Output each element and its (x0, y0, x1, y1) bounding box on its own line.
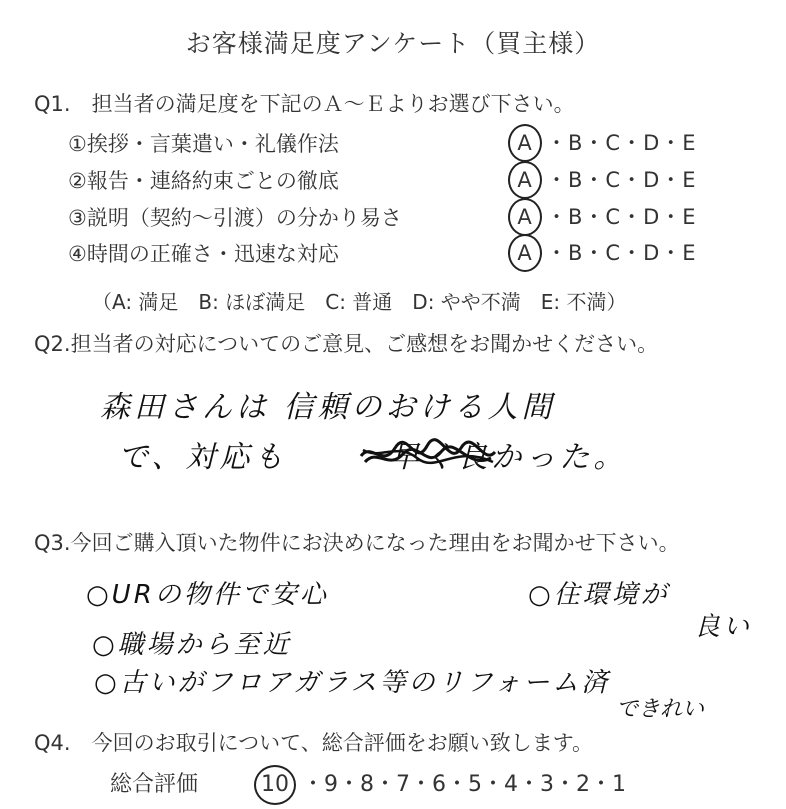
q1-item-grades (508, 161, 697, 199)
q2-handwritten-answer-line1: 森田さんは 信頼のおける人間 (100, 390, 556, 425)
selected-grade-circle: A (508, 124, 542, 162)
selected-grade-circle: A (508, 198, 542, 236)
q3-question: Q3.今回ご購入頂いた物件にお決めになった理由をお聞かせ下さい。 (34, 531, 680, 555)
q1-item-grades (508, 124, 697, 162)
grade-options: ・B・C・D・E (546, 205, 697, 229)
q3-handwritten-reason: ○URの物件で安心 (86, 580, 329, 610)
selected-grade-circle: A (508, 161, 542, 199)
grade-options: ・B・C・D・E (546, 168, 697, 192)
q1-item-grades (508, 198, 697, 236)
q2-handwritten-answer-line2: で、対応も 早く良かった。 (118, 440, 628, 475)
crossed-out-scribble (357, 438, 499, 472)
q3-handwritten-reason: できれい (616, 697, 705, 722)
selected-grade-circle: A (508, 234, 542, 272)
q1-item-label: ③説明（契約～引渡）の分かり易さ (68, 206, 402, 230)
q1-item-label: ②報告・連絡約束ごとの徹底 (68, 169, 339, 193)
survey-title: お客様満足度アンケート（買主様） (185, 29, 601, 58)
selected-score-circle: 10 (254, 765, 296, 805)
q1-item-label: ④時間の正確さ・迅速な対応 (68, 242, 339, 266)
q3-handwritten-reason: ○職場から至近 (92, 630, 292, 660)
q2-question: Q2.担当者の対応についてのご意見、ご感想をお聞かせください。 (34, 332, 659, 356)
q3-handwritten-reason: 良い (694, 612, 753, 642)
q1-item-grades (508, 234, 697, 272)
score-options: ・9・8・7・6・5・4・3・2・1 (302, 772, 626, 797)
q4-question: Q4. 今回のお取引について、総合評価をお願い致します。 (34, 731, 594, 755)
q1-item-label: ①挨拶・言葉遣い・礼儀作法 (68, 132, 339, 156)
q1-question: Q1. 担当者の満足度を下記のＡ～Ｅよりお選び下さい。 (34, 92, 575, 116)
grade-options: ・B・C・D・E (546, 241, 697, 265)
overall-score-label: 総合評価 (110, 772, 199, 797)
grade-options: ・B・C・D・E (546, 131, 697, 155)
overall-score-row (110, 765, 626, 805)
q3-handwritten-reason: ○古いがフロアガラス等のリフォーム済 (94, 668, 611, 698)
q1-grade-legend: （A: 満足 B: ほぼ満足 C: 普通 D: やや不満 E: 不満） (92, 290, 627, 314)
q3-handwritten-reason: ○住環境が (528, 580, 670, 610)
